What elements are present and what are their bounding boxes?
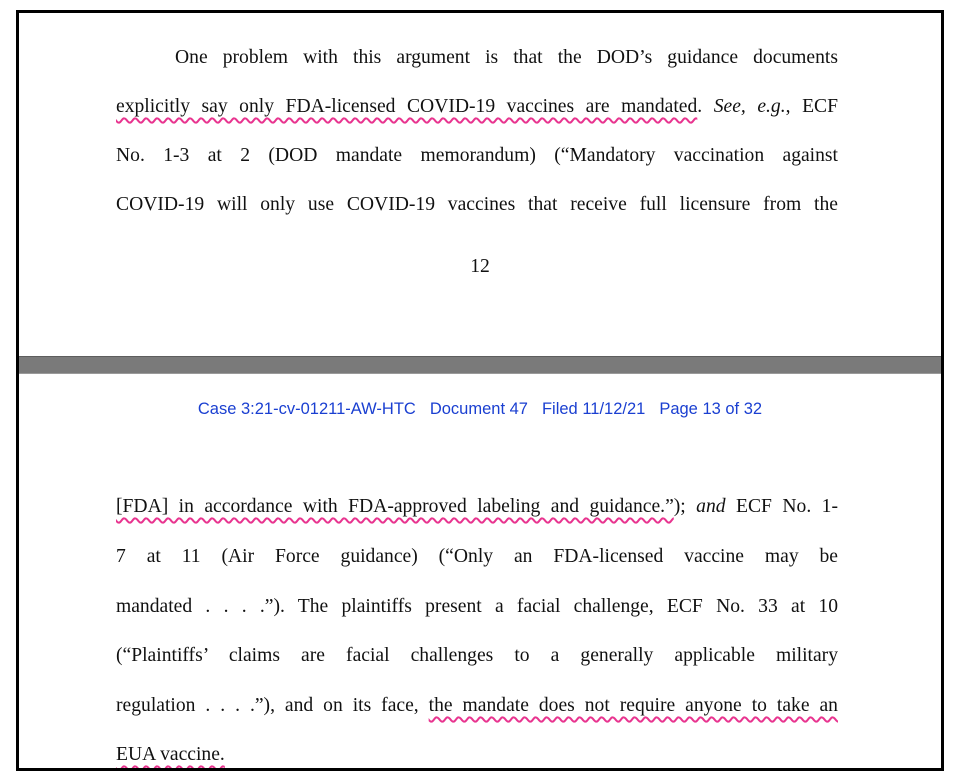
text-line [116, 596, 838, 618]
text-span: (“Plaintiffs’ claims are facial challenges to a generally applicable military [116, 645, 838, 666]
filed-date: Filed 11/12/21 [541, 400, 646, 418]
text-line [116, 546, 838, 568]
text-span: regulation . . . .”), and on its face, [116, 695, 429, 716]
text-line [116, 496, 838, 518]
text-line [116, 695, 838, 717]
text-line [116, 145, 838, 167]
page-number: 12 [470, 256, 490, 277]
highlighted-text: [FDA] in accordance with FDA-approved labeling and guidance.” [116, 496, 674, 517]
text-line [116, 645, 838, 667]
italic-citation: See, e.g. [702, 96, 786, 117]
page-13 [19, 373, 941, 768]
document-viewer [16, 10, 944, 771]
italic-word: and [685, 496, 726, 517]
page-12 [19, 13, 941, 356]
document-number: Document 47 [429, 400, 528, 418]
text-span: . [697, 96, 703, 117]
case-header [19, 400, 941, 419]
text-span: One problem with this argument is that the DOD’s guidance documents [175, 47, 838, 68]
text-span: , ECF [785, 96, 839, 117]
highlighted-text: the mandate does not require anyone to take an [428, 695, 838, 716]
text-line [116, 96, 838, 118]
text-span: ECF No. 1- [725, 496, 838, 517]
text-line [175, 47, 838, 69]
page-count: Page 13 of 32 [659, 400, 763, 418]
highlighted-text: explicitly say only FDA-licensed COVID-19 vaccines are mandated [116, 96, 698, 117]
text-span: No. 1-3 at 2 (DOD mandate memorandum) (“Mandatory vaccination against [116, 145, 838, 166]
text-line [116, 744, 838, 766]
highlighted-text: EUA vaccine. [116, 744, 225, 765]
text-span: mandated . . . .”). The plaintiffs present a facial challenge, ECF No. 33 at 10 [116, 596, 838, 617]
text-span: ); [673, 496, 686, 517]
page-divider [19, 356, 941, 374]
text-span: COVID-19 will only use COVID-19 vaccines that receive full licensure from the [116, 194, 838, 215]
case-number: Case 3:21-cv-01211-AW-HTC [197, 400, 416, 418]
text-span: 7 at 11 (Air Force guidance) (“Only an FDA-licensed vaccine may be [116, 546, 838, 567]
text-line [116, 194, 838, 216]
